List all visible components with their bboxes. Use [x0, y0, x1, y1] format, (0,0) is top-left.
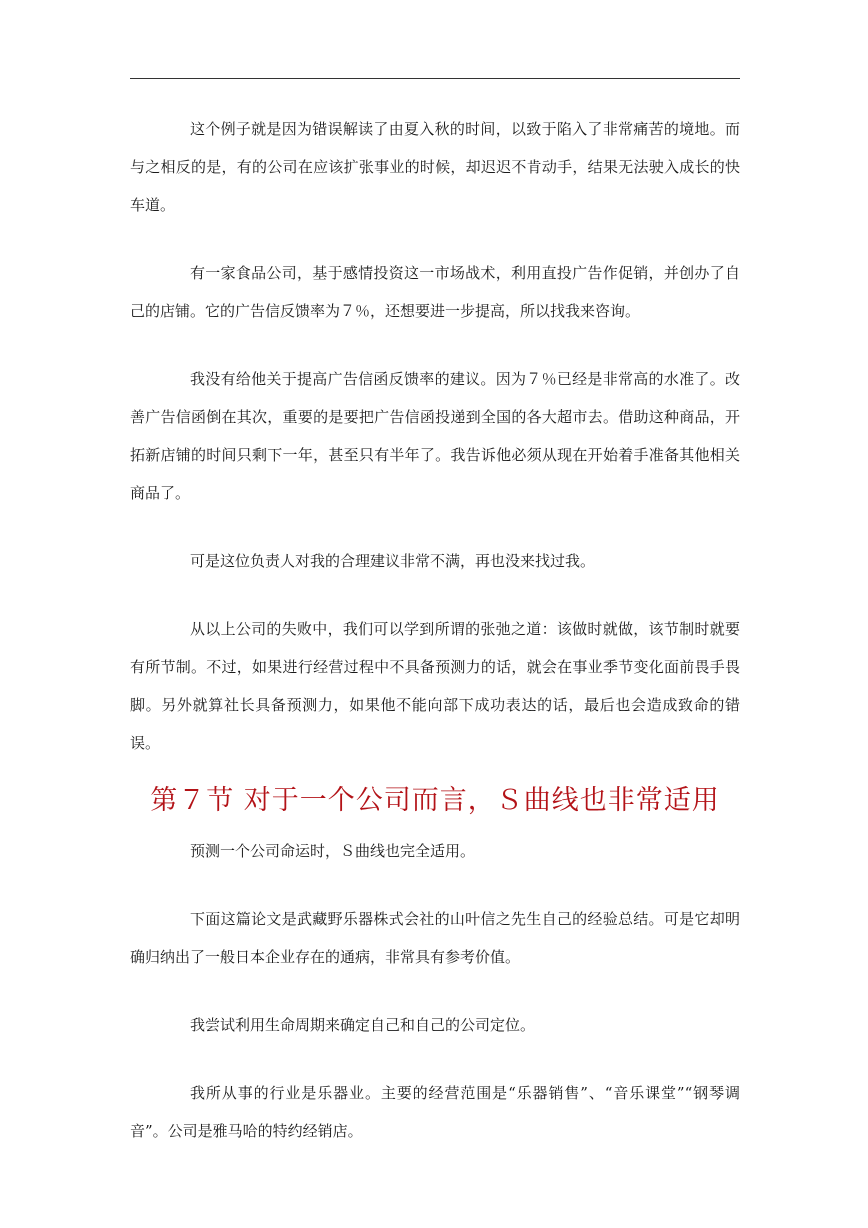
paragraph: 我没有给他关于提高广告信函反馈率的建议。因为７％已经是非常高的水准了。改善广告信函倒在其次，重要的是要把广告信函投递到全国的各大超市去。借助这种商品，开拓新店铺的时间只剩下一年，甚至只有半年了。我告诉他必须从现在开始着手准备其他相关商品了。: [130, 370, 740, 502]
paragraph: 有一家食品公司，基于感情投资这一市场战术，利用直投广告作促销，并创办了自己的店铺。它的广告信反馈率为７％，还想要进一步提高，所以找我来咨询。: [130, 264, 740, 320]
paragraph: 预测一个公司命运时，Ｓ曲线也完全适用。: [190, 842, 476, 860]
paragraph: 下面这篇论文是武藏野乐器株式会社的山叶信之先生自己的经验总结。可是它却明确归纳出了一般日本企业存在的通病，非常具有参考价值。: [130, 910, 740, 966]
section-title: 第７节 对于一个公司而言，Ｓ曲线也非常适用: [150, 785, 720, 816]
paragraph: 这个例子就是因为错误解读了由夏入秋的时间，以致于陷入了非常痛苦的境地。而与之相反的是，有的公司在应该扩张事业的时候，却迟迟不肯动手，结果无法驶入成长的快车道。: [130, 120, 740, 214]
header-rule: [130, 78, 740, 79]
page-body: [130, 110, 740, 1150]
paragraph: 我所从事的行业是乐器业。主要的经营范围是“乐器销售”、“音乐课堂”“钢琴调音”。公司是雅马哈的特约经销店。: [130, 1084, 740, 1140]
paragraph: 从以上公司的失败中，我们可以学到所谓的张弛之道：该做时就做，该节制时就要有所节制。不过，如果进行经营过程中不具备预测力的话，就会在事业季节变化面前畏手畏脚。另外就算社长具备预测力，如果他不能向部下成功表达的话，最后也会造成致命的错误。: [130, 620, 740, 752]
paragraph: 可是这位负责人对我的合理建议非常不满，再也没来找过我。: [190, 552, 596, 570]
paragraph: 我尝试利用生命周期来确定自己和自己的公司定位。: [190, 1016, 536, 1034]
